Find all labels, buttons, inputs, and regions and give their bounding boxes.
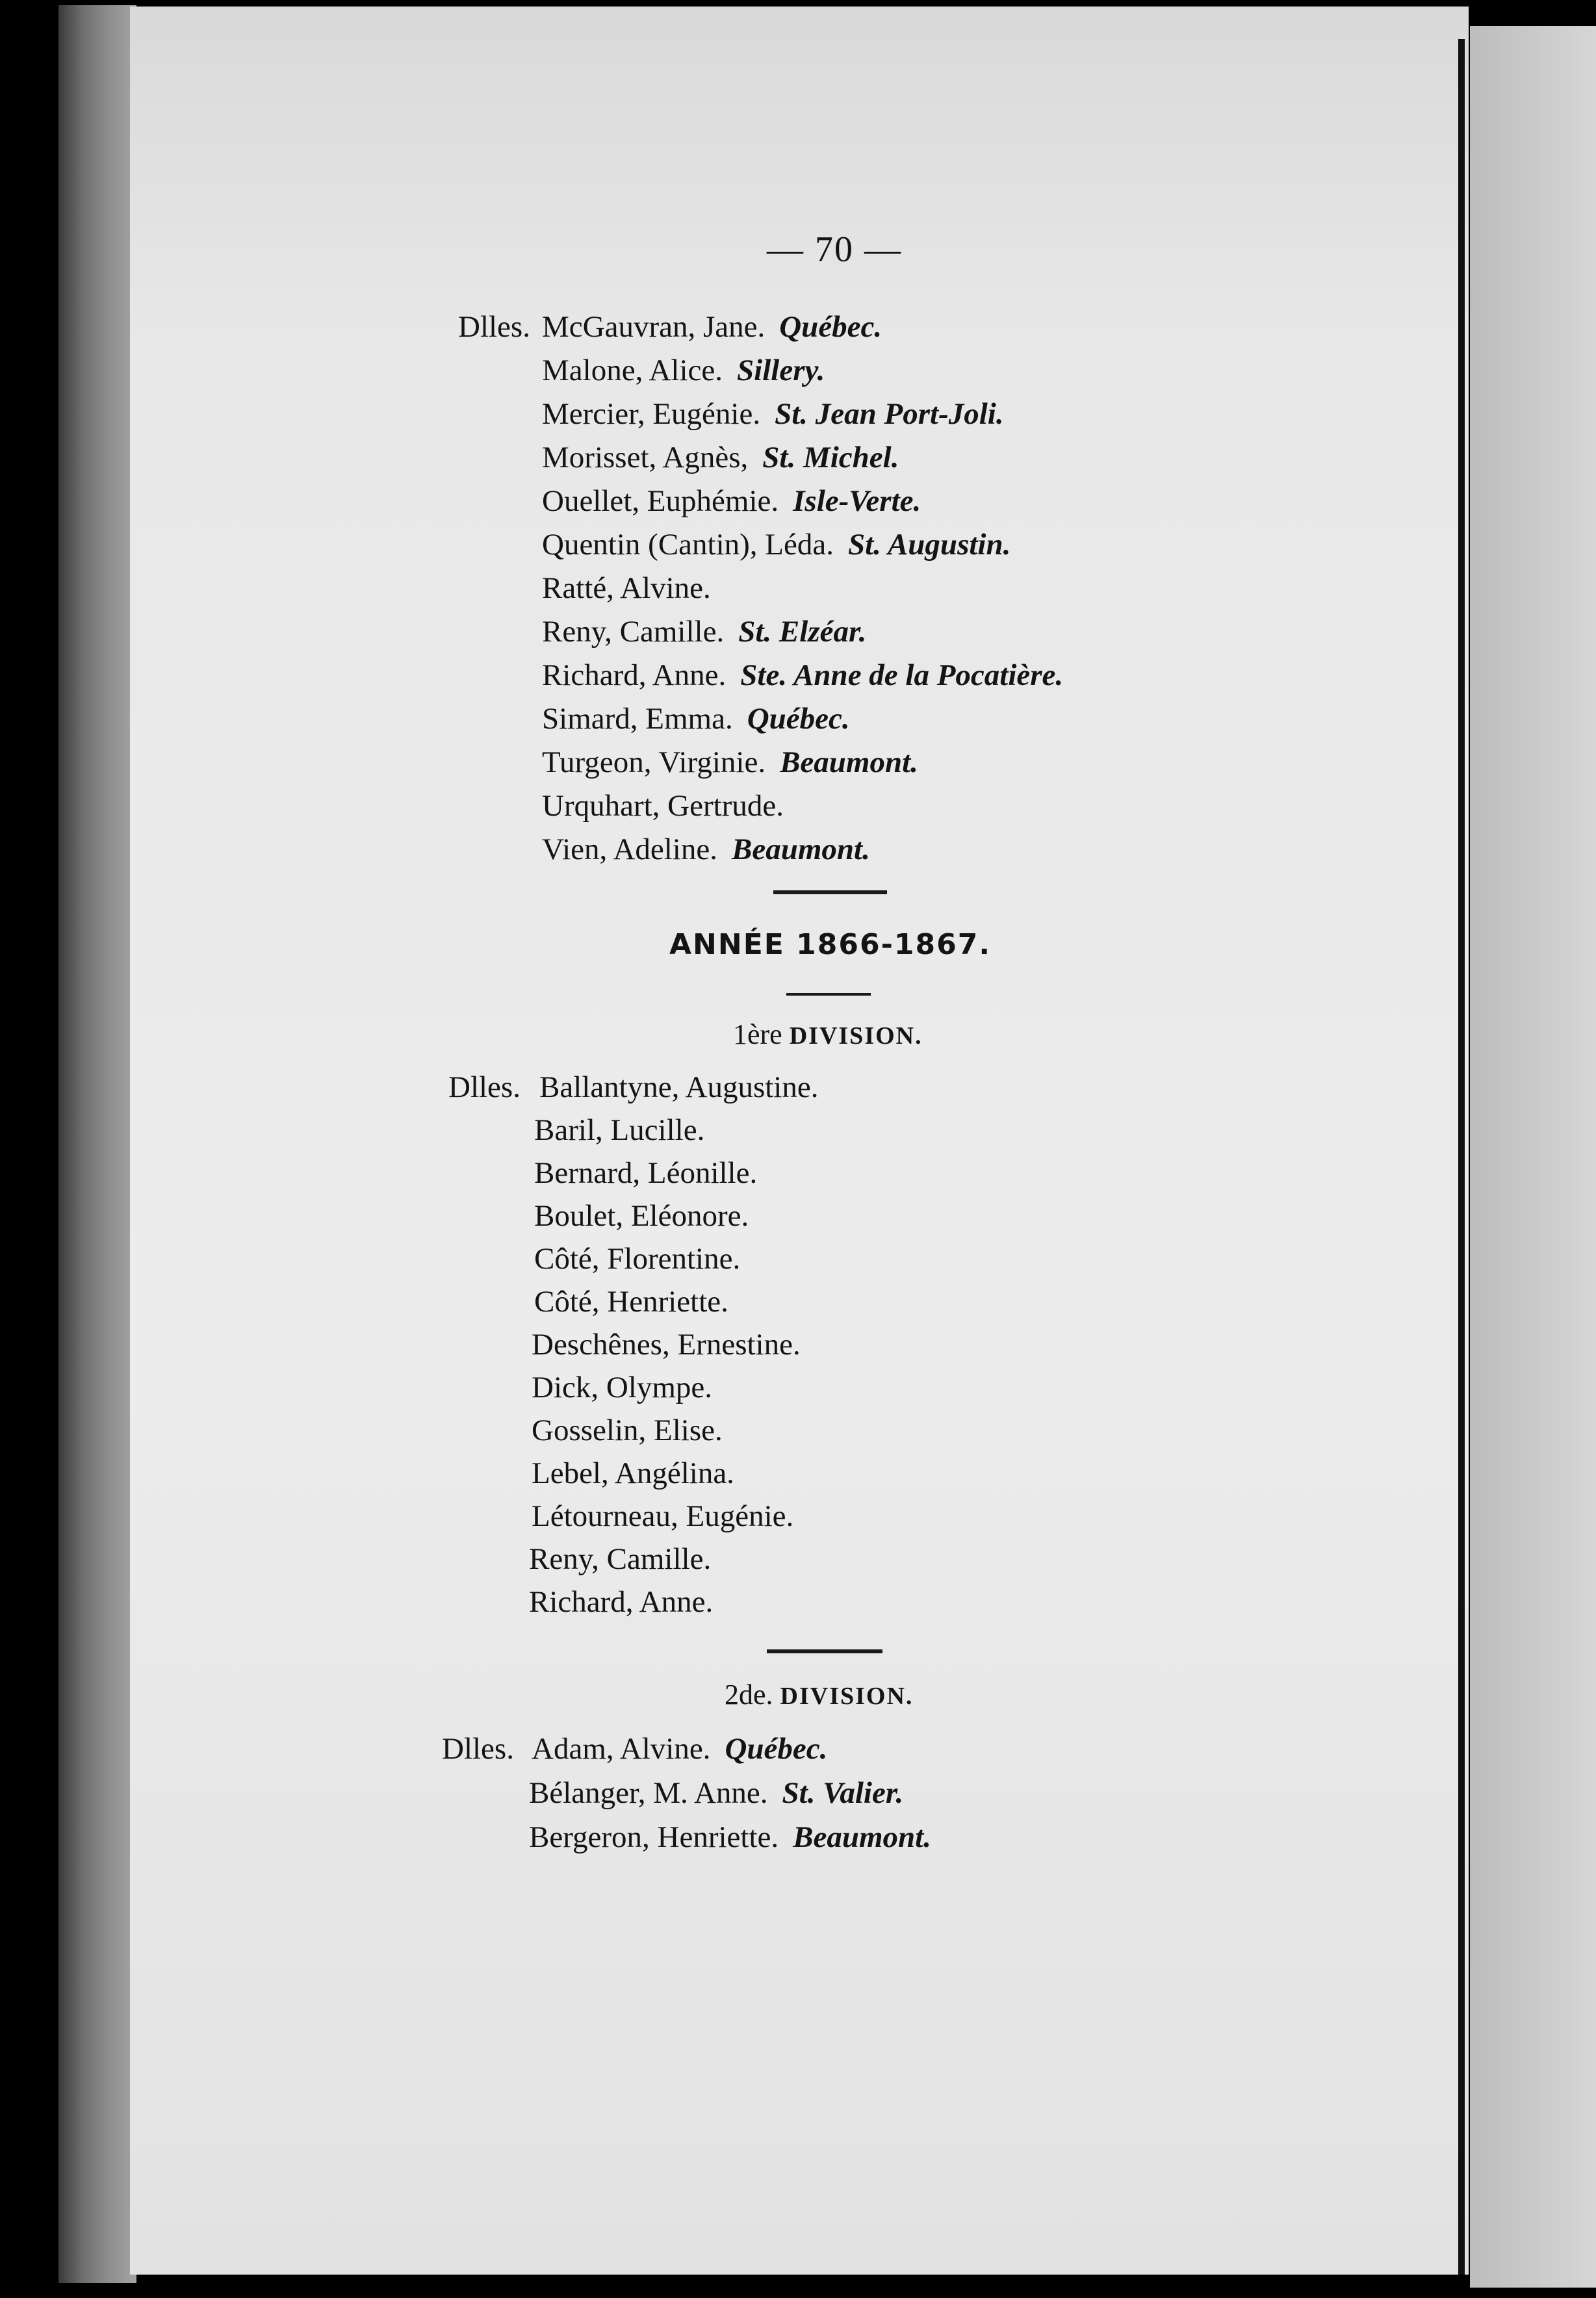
student-name: McGauvran, Jane. (542, 310, 766, 344)
student-name: Baril, Lucille. (534, 1113, 705, 1147)
year-heading: ANNÉE 1866-1867. (669, 928, 992, 961)
student-place: St. Elzéar. (738, 615, 867, 649)
list-item (532, 1330, 801, 1360)
student-place: Beaumont. (793, 1820, 931, 1854)
student-name: Adam, Alvine. (532, 1732, 711, 1766)
student-place: Beaumont. (731, 833, 870, 866)
student-place: Ste. Anne de la Pocatière. (740, 658, 1064, 692)
list-item (542, 747, 918, 778)
list-item (542, 573, 725, 604)
student-name: Ouellet, Euphémie. (542, 484, 779, 518)
list-item (542, 486, 921, 517)
student-place: St. Michel. (762, 441, 899, 474)
list-item (532, 1734, 827, 1764)
honorific-label: Dlles. (458, 310, 530, 344)
list-item (542, 355, 825, 386)
student-name: Gosselin, Elise. (532, 1414, 723, 1447)
division-heading-2 (725, 1678, 913, 1711)
list-item (532, 1373, 712, 1403)
student-name: Quentin (Cantin), Léda. (542, 528, 834, 562)
list-item (542, 834, 870, 865)
student-name: Létourneau, Eugénie. (532, 1499, 794, 1533)
list-item (542, 791, 798, 821)
honorific-label: Dlles. (448, 1070, 521, 1104)
section-divider (767, 1649, 882, 1653)
list-item (529, 1544, 711, 1575)
student-name: Bernard, Léonille. (534, 1156, 758, 1190)
student-name: Urquhart, Gertrude. (542, 789, 784, 823)
division-heading-1 (733, 1018, 923, 1051)
student-name: Lebel, Angélina. (532, 1456, 734, 1490)
student-name: Ratté, Alvine. (542, 571, 711, 605)
division-number: 1ère (733, 1018, 782, 1050)
list-item (542, 530, 1010, 560)
division-number: 2de. (725, 1679, 773, 1711)
list-item (539, 1072, 818, 1103)
heading-underline (786, 993, 871, 996)
list-item (529, 1587, 713, 1618)
student-name: Richard, Anne. (529, 1585, 714, 1619)
student-name: Côté, Florentine. (534, 1242, 741, 1276)
list-item (529, 1822, 931, 1853)
list-item (542, 443, 899, 473)
list-item (534, 1115, 704, 1146)
list-item (532, 1501, 793, 1532)
page-number: — 70 — (767, 229, 902, 270)
list-item (529, 1778, 903, 1809)
student-name: Deschênes, Ernestine. (532, 1328, 801, 1362)
division-label: DIVISION. (789, 1022, 923, 1050)
student-name: Richard, Anne. (542, 658, 727, 692)
student-name: Bélanger, M. Anne. (529, 1776, 768, 1810)
student-name: Malone, Alice. (542, 354, 723, 387)
student-name: Bergeron, Henriette. (529, 1820, 779, 1854)
student-place: Québec. (779, 310, 882, 344)
section-divider (773, 890, 887, 894)
student-name: Reny, Camille. (529, 1542, 712, 1576)
student-name: Morisset, Agnès, (542, 441, 749, 474)
list-item (542, 617, 866, 647)
list-item (542, 704, 850, 734)
list-item (542, 312, 882, 342)
list-item (534, 1244, 740, 1274)
student-name: Dick, Olympe. (532, 1371, 713, 1404)
student-name: Reny, Camille. (542, 615, 725, 649)
student-name: Ballantyne, Augustine. (539, 1070, 819, 1104)
student-place: Québec. (725, 1732, 828, 1766)
student-place: Sillery. (737, 354, 825, 387)
student-place: St. Jean Port-Joli. (775, 397, 1004, 431)
student-name: Turgeon, Virginie. (542, 745, 766, 779)
division-label: DIVISION. (780, 1683, 914, 1710)
student-name: Boulet, Eléonore. (534, 1199, 749, 1233)
honorific-label: Dlles. (442, 1732, 514, 1766)
student-place: Beaumont. (780, 745, 918, 779)
list-item (532, 1415, 723, 1446)
student-place: Isle-Verte. (793, 484, 921, 518)
list-item (534, 1201, 749, 1232)
list-item (542, 660, 1063, 691)
student-name: Vien, Adeline. (542, 833, 717, 866)
list-item (532, 1458, 734, 1489)
student-name: Mercier, Eugénie. (542, 397, 761, 431)
student-name: Côté, Henriette. (534, 1285, 728, 1319)
list-item (542, 399, 1004, 430)
list-item (534, 1158, 757, 1189)
student-place: Québec. (747, 702, 850, 736)
list-item (534, 1287, 728, 1317)
student-place: St. Valier. (782, 1776, 904, 1810)
student-name: Simard, Emma. (542, 702, 733, 736)
student-place: St. Augustin. (847, 528, 1011, 562)
